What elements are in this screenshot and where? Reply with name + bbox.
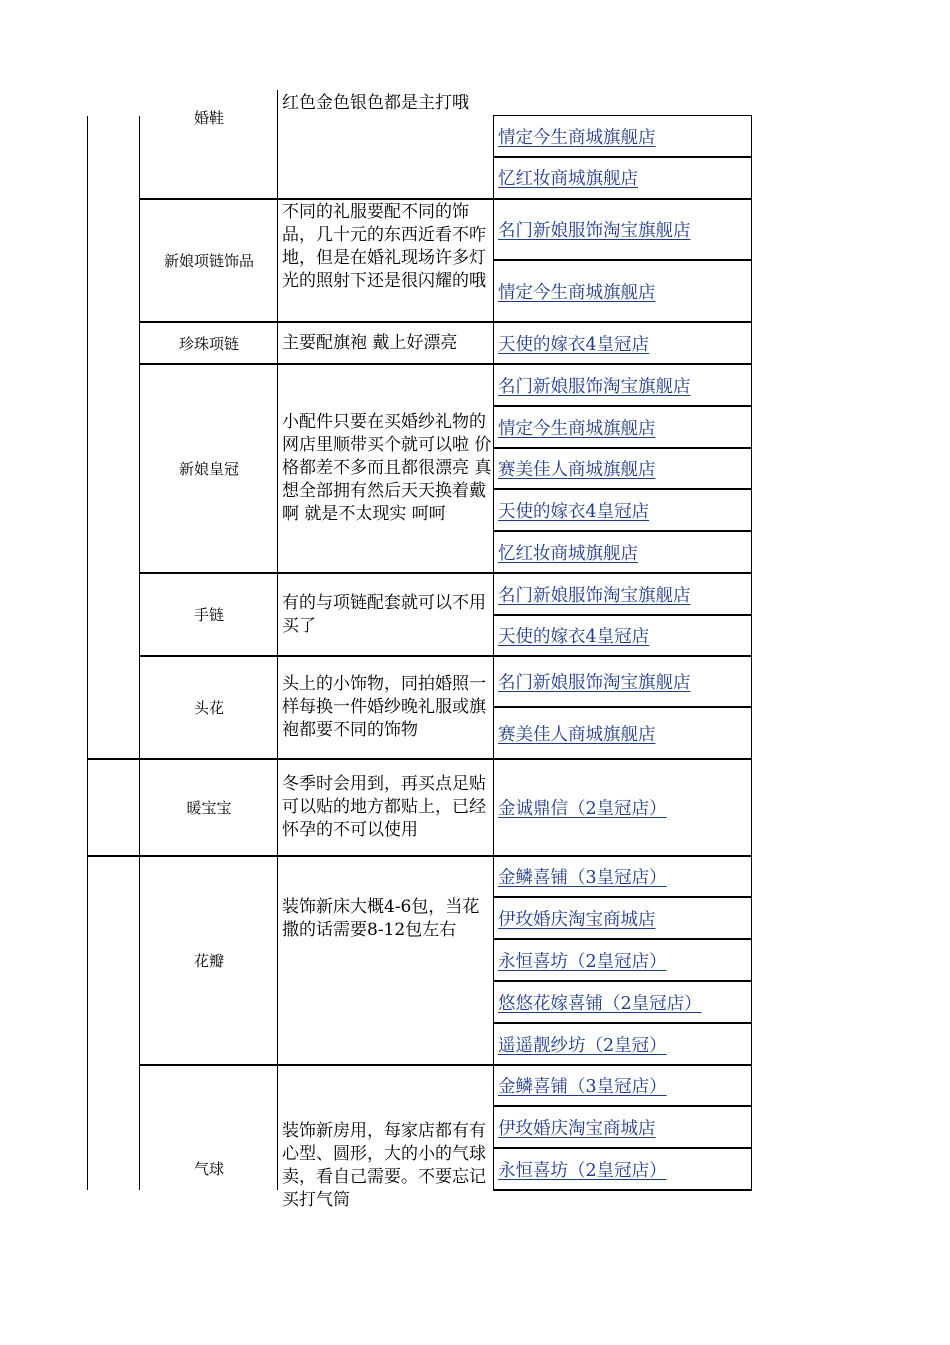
item-description: 装饰新床大概4-6包，当花撒的话需要8-12包左右 — [282, 897, 480, 940]
shop-link[interactable] — [494, 856, 752, 897]
shop-link-text[interactable]: 忆红妆商城旗舰店 — [498, 169, 638, 189]
item-description: 主要配旗袍 戴上好漂亮 — [282, 332, 458, 353]
grid-line — [139, 363, 752, 365]
shop-link[interactable] — [494, 364, 752, 406]
item-description: 不同的礼服要配不同的饰品，几十元的东西近看不咋地，但是在婚礼现场许多灯光的照射下还是很闪耀的哦 — [282, 202, 486, 291]
shop-link-text[interactable]: 情定今生商城旗舰店 — [498, 128, 656, 148]
item-description: 冬季时会用到，再买点足贴 可以贴的地方都贴上，已经怀孕的不可以使用 — [282, 774, 486, 840]
shop-link[interactable] — [494, 199, 752, 260]
shop-link[interactable] — [494, 406, 752, 448]
grid-line — [87, 855, 752, 857]
shop-link-text[interactable]: 忆红妆商城旗舰店 — [498, 543, 638, 564]
shop-link-text[interactable]: 金诚鼎信（2皇冠店） — [498, 799, 667, 819]
shop-link-text[interactable]: 金鳞喜铺（3皇冠店） — [498, 1077, 667, 1097]
shop-link[interactable] — [494, 1065, 752, 1106]
item-name: 新娘项链饰品 — [163, 252, 254, 270]
shop-link[interactable] — [494, 116, 752, 157]
shop-link[interactable] — [494, 939, 752, 981]
shop-link-text[interactable]: 情定今生商城旗舰店 — [498, 282, 656, 303]
shop-link[interactable] — [494, 615, 752, 656]
item-description: 头上的小饰物，同拍婚照一样每换一件婚纱晚礼服或旗袍都要不同的饰物 — [282, 674, 486, 740]
shop-link-text[interactable]: 永恒喜坊（2皇冠店） — [498, 951, 667, 972]
item-description: 有的与项链配套就可以不用买了 — [282, 592, 486, 636]
shop-link[interactable] — [494, 707, 752, 759]
grid-line — [493, 447, 752, 449]
shop-link[interactable] — [494, 157, 752, 198]
grid-line — [493, 1189, 752, 1191]
item-name: 婚鞋 — [193, 108, 224, 127]
shop-link[interactable] — [494, 1106, 752, 1148]
grid-line — [493, 1147, 752, 1149]
item-name: 气球 — [193, 1159, 224, 1178]
shop-link[interactable] — [494, 573, 752, 615]
shop-link-text[interactable]: 悠悠花嫁喜铺（2皇冠店） — [498, 993, 702, 1014]
grid-line — [277, 90, 278, 1190]
grid-line — [493, 896, 752, 898]
grid-line — [493, 488, 752, 490]
shop-link-text[interactable]: 名门新娘服饰淘宝旗舰店 — [498, 673, 691, 693]
shop-link[interactable] — [494, 260, 752, 322]
shop-link-text[interactable]: 金鳞喜铺（3皇冠店） — [498, 868, 667, 888]
shop-link[interactable] — [494, 531, 752, 573]
shop-link-text[interactable]: 赛美佳人商城旗舰店 — [498, 460, 656, 480]
grid-line — [139, 116, 140, 1190]
grid-line — [493, 405, 752, 407]
grid-line — [493, 1105, 752, 1107]
shop-link-text[interactable]: 天使的嫁衣4皇冠店 — [498, 501, 650, 522]
shop-link-text[interactable]: 天使的嫁衣4皇冠店 — [498, 627, 650, 647]
grid-line — [139, 572, 752, 574]
shop-link-text[interactable]: 赛美佳人商城旗舰店 — [498, 724, 656, 745]
grid-line — [87, 116, 88, 1190]
shop-link-text[interactable]: 情定今生商城旗舰店 — [498, 418, 656, 439]
grid-line — [493, 530, 752, 532]
shop-link[interactable] — [494, 1023, 752, 1065]
shop-link[interactable] — [494, 656, 752, 707]
grid-line — [493, 980, 752, 982]
shop-link[interactable] — [494, 322, 752, 364]
grid-line — [139, 198, 752, 200]
item-name: 珍珠项链 — [178, 334, 239, 353]
grid-line — [493, 116, 494, 1190]
item-name: 暖宝宝 — [186, 799, 232, 817]
shop-link[interactable] — [494, 981, 752, 1023]
item-name: 手链 — [193, 606, 224, 624]
item-description: 小配件只要在买婚纱礼物的网店里顺带买个就可以啦 价格都差不多而且都很漂亮 真想全部拥有然后天天换着戴啊 就是不太现实 呵呵 — [282, 412, 492, 524]
shop-link[interactable] — [494, 448, 752, 489]
item-name: 花瓣 — [193, 952, 224, 970]
grid-line — [139, 655, 752, 657]
shop-link-text[interactable]: 名门新娘服饰淘宝旗舰店 — [498, 585, 691, 606]
grid-line — [493, 1022, 752, 1024]
grid-line — [139, 1064, 752, 1066]
shop-link-text[interactable]: 名门新娘服饰淘宝旗舰店 — [498, 221, 691, 241]
grid-line — [493, 938, 752, 940]
shop-link[interactable] — [494, 759, 752, 856]
shop-link[interactable] — [494, 897, 752, 939]
grid-line — [493, 614, 752, 616]
grid-line — [87, 758, 752, 760]
grid-line — [751, 116, 752, 1190]
grid-line — [493, 706, 752, 708]
grid-line — [139, 321, 752, 323]
shop-link-text[interactable]: 遥遥靓纱坊（2皇冠） — [498, 1035, 667, 1056]
shop-link-text[interactable]: 天使的嫁衣4皇冠店 — [498, 334, 650, 355]
grid-line — [493, 156, 752, 158]
item-description: 红色金色银色都是主打哦 — [282, 93, 469, 113]
shop-link-text[interactable]: 伊玫婚庆淘宝商城店 — [498, 909, 656, 930]
item-name: 头花 — [193, 699, 224, 717]
shop-link-text[interactable]: 名门新娘服饰淘宝旗舰店 — [498, 376, 691, 397]
item-description: 装饰新房用，每家店都有有心型、圆形，大的小的气球卖，看自己需要。不要忘记买打气筒 — [282, 1121, 486, 1210]
shop-link-text[interactable]: 伊玫婚庆淘宝商城店 — [498, 1118, 656, 1139]
shop-link-text[interactable]: 永恒喜坊（2皇冠店） — [498, 1160, 667, 1181]
item-name: 新娘皇冠 — [178, 460, 239, 478]
shop-link[interactable] — [494, 489, 752, 531]
shop-link[interactable] — [494, 1148, 752, 1190]
grid-line — [493, 115, 752, 116]
grid-line — [493, 259, 752, 261]
